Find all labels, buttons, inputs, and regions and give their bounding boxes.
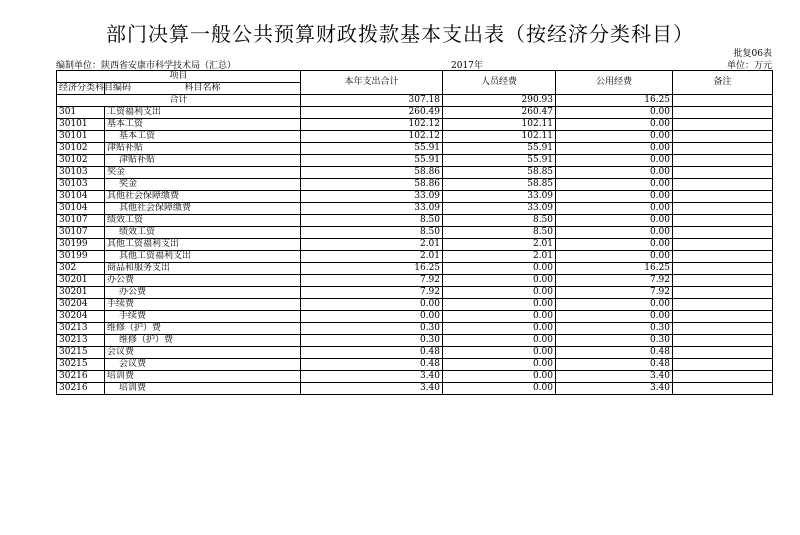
row-total: 55.91 <box>301 143 443 155</box>
table-row <box>57 239 773 251</box>
row-public: 0.00 <box>556 131 673 143</box>
row-note <box>673 383 773 395</box>
row-name: 其他工资福利支出 <box>105 239 301 251</box>
row-note <box>673 287 773 299</box>
table-row <box>57 311 773 323</box>
row-name: 基本工资 <box>105 119 301 131</box>
row-personnel: 58.85 <box>443 179 556 191</box>
row-note <box>673 119 773 131</box>
table-row <box>57 107 773 119</box>
money-unit-label: 单位：万元 <box>726 61 772 71</box>
table-row <box>57 167 773 179</box>
row-total: 102.12 <box>301 119 443 131</box>
row-code: 30216 <box>57 383 105 395</box>
row-public: 7.92 <box>556 275 673 287</box>
row-total: 2.01 <box>301 251 443 263</box>
row-personnel: 0.00 <box>443 359 556 371</box>
table-row <box>57 263 773 275</box>
row-personnel: 102.11 <box>443 119 556 131</box>
row-name: 办公费 <box>105 275 301 287</box>
row-code: 30199 <box>57 239 105 251</box>
table-row <box>57 287 773 299</box>
row-code: 30215 <box>57 359 105 371</box>
row-note <box>673 371 773 383</box>
row-total: 3.40 <box>301 383 443 395</box>
row-personnel: 33.09 <box>443 203 556 215</box>
total-label: 合计 <box>57 95 301 107</box>
row-note <box>673 323 773 335</box>
row-code: 30204 <box>57 311 105 323</box>
row-name: 基本工资 <box>105 131 301 143</box>
row-name: 维修（护）费 <box>105 335 301 347</box>
row-public: 0.30 <box>556 323 673 335</box>
row-total: 0.00 <box>301 311 443 323</box>
row-total: 8.50 <box>301 227 443 239</box>
row-total: 3.40 <box>301 371 443 383</box>
row-name: 培训费 <box>105 383 301 395</box>
row-personnel: 102.11 <box>443 131 556 143</box>
row-note <box>673 359 773 371</box>
project-header: 项目 <box>57 71 301 83</box>
code-header: 经济分类科目编码 <box>57 83 105 95</box>
personnel-header: 人员经费 <box>443 71 556 95</box>
row-total: 260.49 <box>301 107 443 119</box>
row-code: 30107 <box>57 215 105 227</box>
row-public: 0.00 <box>556 155 673 167</box>
row-name: 绩效工资 <box>105 227 301 239</box>
row-personnel: 0.00 <box>443 299 556 311</box>
row-code: 30104 <box>57 203 105 215</box>
total-note <box>673 95 773 107</box>
row-total: 0.48 <box>301 359 443 371</box>
row-public: 0.48 <box>556 359 673 371</box>
row-name: 其他工资福利支出 <box>105 251 301 263</box>
row-name: 会议费 <box>105 347 301 359</box>
row-public: 0.00 <box>556 167 673 179</box>
row-code: 30107 <box>57 227 105 239</box>
row-personnel: 8.50 <box>443 215 556 227</box>
table-row <box>57 251 773 263</box>
row-public: 7.92 <box>556 287 673 299</box>
row-total: 58.86 <box>301 179 443 191</box>
row-total: 0.30 <box>301 335 443 347</box>
row-public: 3.40 <box>556 383 673 395</box>
row-code: 30103 <box>57 179 105 191</box>
row-name: 其他社会保障缴费 <box>105 191 301 203</box>
row-public: 0.00 <box>556 215 673 227</box>
row-personnel: 0.00 <box>443 311 556 323</box>
table-row <box>57 383 773 395</box>
row-code: 30215 <box>57 347 105 359</box>
row-name: 商品和服务支出 <box>105 263 301 275</box>
table-row <box>57 119 773 131</box>
row-total: 33.09 <box>301 203 443 215</box>
row-code: 30201 <box>57 287 105 299</box>
row-code: 30101 <box>57 119 105 131</box>
table-row <box>57 143 773 155</box>
row-public: 0.00 <box>556 203 673 215</box>
row-public: 0.00 <box>556 251 673 263</box>
row-personnel: 0.00 <box>443 287 556 299</box>
table-row <box>57 155 773 167</box>
row-personnel: 2.01 <box>443 239 556 251</box>
note-header: 备注 <box>673 71 773 95</box>
row-public: 0.00 <box>556 311 673 323</box>
row-note <box>673 347 773 359</box>
row-code: 301 <box>57 107 105 119</box>
row-name: 会议费 <box>105 359 301 371</box>
row-name: 手续费 <box>105 311 301 323</box>
row-note <box>673 227 773 239</box>
row-code: 30103 <box>57 167 105 179</box>
row-total: 55.91 <box>301 155 443 167</box>
row-personnel: 55.91 <box>443 155 556 167</box>
row-note <box>673 239 773 251</box>
row-total: 8.50 <box>301 215 443 227</box>
row-name: 维修（护）费 <box>105 323 301 335</box>
row-name: 津贴补贴 <box>105 155 301 167</box>
row-personnel: 0.00 <box>443 323 556 335</box>
table-row <box>57 179 773 191</box>
expenditure-table <box>56 70 773 395</box>
table-row <box>57 275 773 287</box>
row-note <box>673 203 773 215</box>
row-name: 培训费 <box>105 371 301 383</box>
row-personnel: 0.00 <box>443 275 556 287</box>
row-personnel: 0.00 <box>443 263 556 275</box>
total-header: 本年支出合计 <box>301 71 443 95</box>
table-row <box>57 191 773 203</box>
row-note <box>673 299 773 311</box>
row-note <box>673 191 773 203</box>
row-code: 302 <box>57 263 105 275</box>
row-public: 0.00 <box>556 299 673 311</box>
row-total: 102.12 <box>301 131 443 143</box>
meta-line <box>56 58 772 70</box>
table-row <box>57 203 773 215</box>
table-row <box>57 371 773 383</box>
table-row <box>57 227 773 239</box>
row-personnel: 0.00 <box>443 371 556 383</box>
row-personnel: 0.00 <box>443 335 556 347</box>
row-code: 30201 <box>57 275 105 287</box>
row-code: 30199 <box>57 251 105 263</box>
row-code: 30216 <box>57 371 105 383</box>
row-code: 30101 <box>57 131 105 143</box>
row-code: 30213 <box>57 335 105 347</box>
row-code: 30104 <box>57 191 105 203</box>
table-row <box>57 347 773 359</box>
row-public: 0.00 <box>556 119 673 131</box>
row-public: 0.00 <box>556 143 673 155</box>
row-note <box>673 143 773 155</box>
row-personnel: 58.85 <box>443 167 556 179</box>
row-personnel: 55.91 <box>443 143 556 155</box>
row-total: 0.48 <box>301 347 443 359</box>
row-personnel: 33.09 <box>443 191 556 203</box>
row-total: 16.25 <box>301 263 443 275</box>
row-name: 绩效工资 <box>105 215 301 227</box>
table-row <box>57 215 773 227</box>
row-public: 0.00 <box>556 191 673 203</box>
table-row <box>57 335 773 347</box>
row-note <box>673 275 773 287</box>
row-name: 津贴补贴 <box>105 143 301 155</box>
row-personnel: 2.01 <box>443 251 556 263</box>
row-total: 0.30 <box>301 323 443 335</box>
table-row <box>57 299 773 311</box>
row-note <box>673 251 773 263</box>
table-row <box>57 323 773 335</box>
total-row <box>57 95 773 107</box>
row-total: 7.92 <box>301 287 443 299</box>
row-public: 0.00 <box>556 107 673 119</box>
total-amount: 307.18 <box>301 95 443 107</box>
row-code: 30102 <box>57 155 105 167</box>
total-personnel: 290.93 <box>443 95 556 107</box>
total-public: 16.25 <box>556 95 673 107</box>
row-public: 0.00 <box>556 179 673 191</box>
row-note <box>673 107 773 119</box>
row-public: 3.40 <box>556 371 673 383</box>
table-row <box>57 359 773 371</box>
row-name: 奖金 <box>105 167 301 179</box>
row-note <box>673 167 773 179</box>
row-total: 58.86 <box>301 167 443 179</box>
row-code: 30102 <box>57 143 105 155</box>
row-name: 其他社会保障缴费 <box>105 203 301 215</box>
row-note <box>673 311 773 323</box>
page-title: 部门决算一般公共预算财政拨款基本支出表（按经济分类科目） <box>106 22 694 46</box>
row-note <box>673 131 773 143</box>
year-label: 2017年 <box>451 61 483 71</box>
row-personnel: 260.47 <box>443 107 556 119</box>
row-total: 7.92 <box>301 275 443 287</box>
row-total: 33.09 <box>301 191 443 203</box>
row-name: 奖金 <box>105 179 301 191</box>
row-public: 16.25 <box>556 263 673 275</box>
name-header: 科目名称 <box>105 83 301 95</box>
row-name: 办公费 <box>105 287 301 299</box>
row-code: 30204 <box>57 299 105 311</box>
row-public: 0.00 <box>556 227 673 239</box>
row-total: 0.00 <box>301 299 443 311</box>
row-note <box>673 335 773 347</box>
row-public: 0.00 <box>556 239 673 251</box>
row-personnel: 0.00 <box>443 383 556 395</box>
unit-label: 编制单位：陕西省安康市科学技术局（汇总） <box>56 61 237 71</box>
row-total: 2.01 <box>301 239 443 251</box>
table-row <box>57 131 773 143</box>
row-note <box>673 179 773 191</box>
row-note <box>673 155 773 167</box>
row-personnel: 0.00 <box>443 347 556 359</box>
row-name: 工资福利支出 <box>105 107 301 119</box>
row-name: 手续费 <box>105 299 301 311</box>
row-note <box>673 263 773 275</box>
row-public: 0.30 <box>556 335 673 347</box>
row-public: 0.48 <box>556 347 673 359</box>
row-note <box>673 215 773 227</box>
form-number: 批复06表 <box>733 49 772 59</box>
row-code: 30213 <box>57 323 105 335</box>
public-header: 公用经费 <box>556 71 673 95</box>
row-personnel: 8.50 <box>443 227 556 239</box>
